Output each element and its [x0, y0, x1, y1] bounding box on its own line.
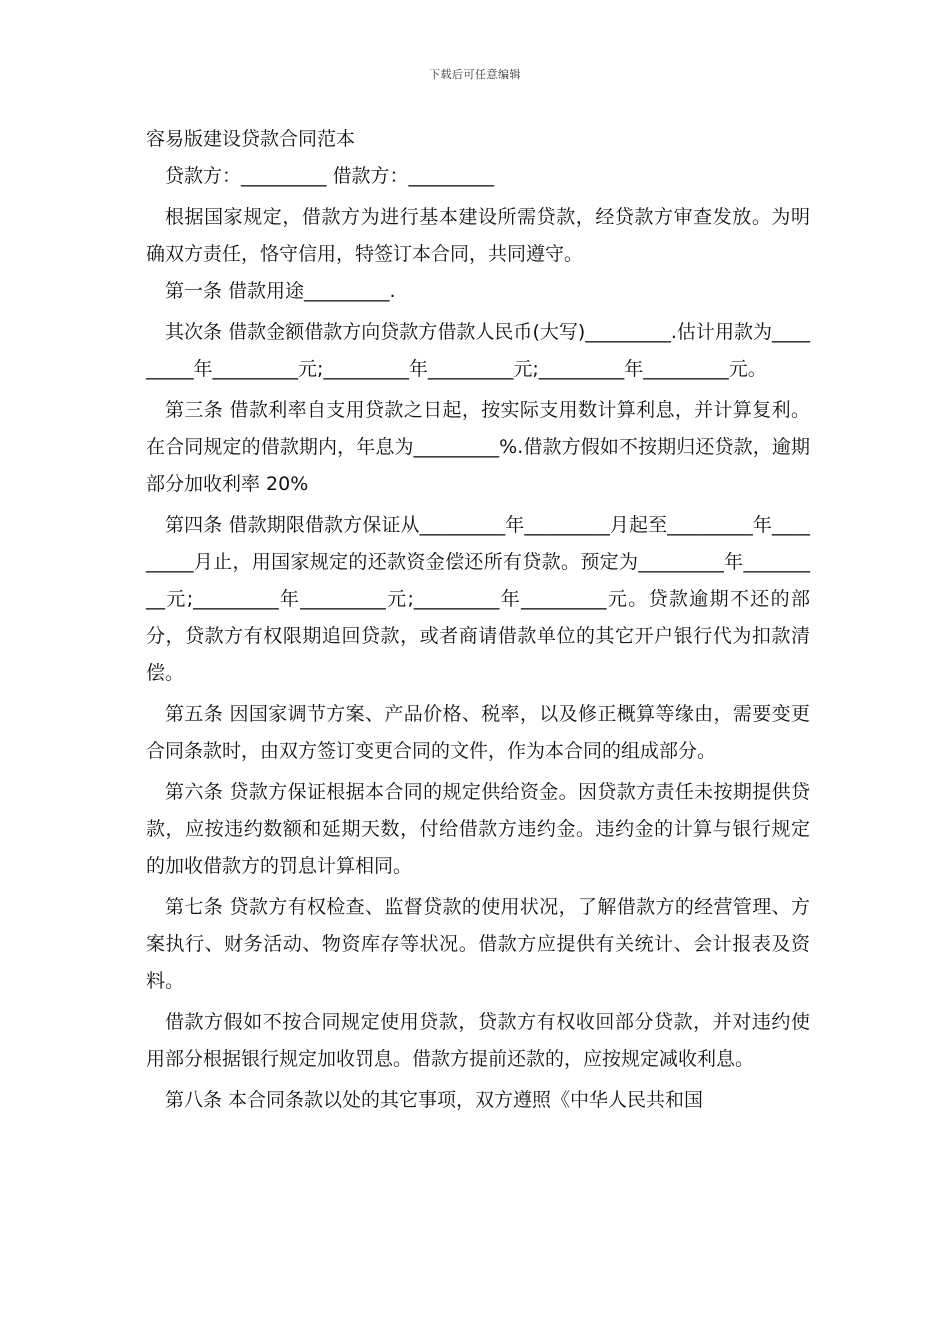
article-1: 第一条 借款用途_________.	[165, 280, 396, 302]
header-note: 下载后可任意编辑	[429, 68, 521, 81]
article-7-continued: 借款方假如不按合同规定使用贷款，贷款方有权收回部分贷款，并对违约使用部分根据银行规定加收罚息。借款方提前还款的，应按规定减收利息。	[146, 1011, 810, 1070]
parties-line: 贷款方：_________ 借款方：_________	[165, 165, 495, 187]
article-2: 其次条 借款金额借款方向贷款方借款人民币(大写)_________.估计用款为_________年_________元;_________年_________元;_________年_________元。	[146, 321, 810, 380]
article-4: 第四条 借款期限借款方保证从_________年_________月起至_________年_________月止，用国家规定的还款资金偿还所有贷款。预定为_________年_________元;_________年_________元;_________年_________元。贷款逾期不还的部分，贷款方有权限期追回贷款，或者商请借款单位的其它开户银行代为扣款清偿。	[146, 514, 810, 684]
article-5: 第五条 因国家调节方案、产品价格、税率，以及修正概算等缘由，需要变更合同条款时，由双方签订变更合同的文件，作为本合同的组成部分。	[146, 703, 810, 762]
article-6: 第六条 贷款方保证根据本合同的规定供给资金。因贷款方责任未按期提供贷款，应按违约数额和延期天数，付给借款方违约金。违约金的计算与银行规定的加收借款方的罚息计算相同。	[146, 781, 810, 877]
article-3: 第三条 借款利率自支用贷款之日起，按实际支用数计算利息，并计算复利。在合同规定的借款期内，年息为_________%.借款方假如不按期归还贷款，逾期部分加收利率 20%	[146, 399, 810, 495]
document-title: 容易版建设贷款合同范本	[146, 128, 356, 150]
intro-paragraph: 根据国家规定，借款方为进行基本建设所需贷款，经贷款方审查发放。为明确双方责任，恪守信用，特签订本合同，共同遵守。	[146, 206, 810, 265]
article-7: 第七条 贷款方有权检查、监督贷款的使用状况，了解借款方的经营管理、方案执行、财务活动、物资库存等状况。借款方应提供有关统计、会计报表及资料。	[146, 896, 810, 992]
article-8: 第八条 本合同条款以处的其它事项，双方遵照《中华人民共和国	[165, 1089, 704, 1111]
document-body	[146, 121, 810, 1119]
